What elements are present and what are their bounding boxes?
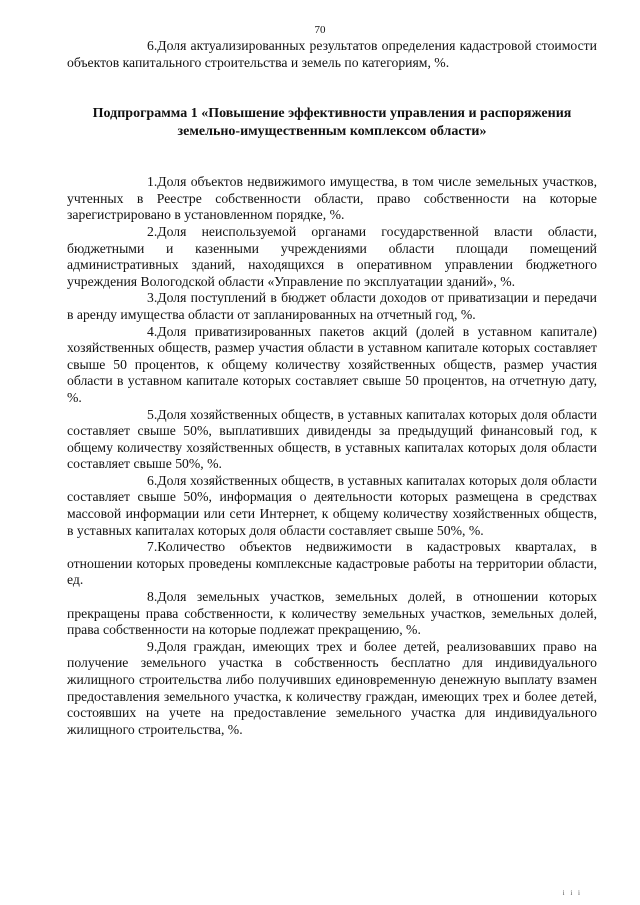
list-item — [67, 539, 597, 589]
item-number: 4. — [147, 323, 158, 339]
item-text: Доля граждан, имеющих трех и более детей, реализовавших право на получение земельного участка в собственность бесплатно для индивидуального жилищного строительства либо получивших единовременную денежную выплату взамен предоставления земельного участка, к количеству граждан, имеющих трех и более детей, состоявших на учете на предоставление земельного участка для индивидуального жилищного строительства, %. — [67, 638, 597, 737]
item-number: 7. — [147, 539, 158, 555]
item-text: Доля приватизированных пакетов акций (долей в уставном капитале) хозяйственных обществ, размер участия области в уставном капитале которых составляет свыше 50 процентов, к общему количеству хозяйственных обществ, размер участия области в уставном капитале которых составляет свыше 50 процентов, на отчетную дату, %. — [67, 323, 597, 405]
item-number: 5. — [147, 406, 158, 422]
list-item — [67, 407, 597, 473]
item-text: Доля актуализированных результатов определения кадастровой стоимости объектов капитального строительства и земель по категориям, %. — [67, 38, 597, 70]
item-number: 9. — [147, 638, 158, 654]
indicator-list — [67, 174, 597, 738]
item-text: Доля хозяйственных обществ, в уставных капиталах которых доля области составляет свыше 50%, выплативших дивиденды за предыдущий финансовый год, к общему количеству хозяйственных обществ, в уставных капиталах которых доля области составляет свыше 50%, %. — [67, 406, 597, 472]
document-body — [67, 38, 597, 738]
list-item — [67, 324, 597, 407]
item-text: Доля поступлений в бюджет области доходов от приватизации и передачи в аренду имущества области от запланированных на отчетный год, %. — [67, 290, 597, 322]
item-number: 6. — [147, 472, 158, 488]
scan-mark: i i i — [562, 889, 582, 897]
list-item — [67, 174, 597, 224]
item-text: Количество объектов недвижимости в кадастровых кварталах, в отношении которых проведены комплексные кадастровые работы на территории области, ед. — [67, 539, 597, 588]
item-number: 8. — [147, 589, 158, 605]
item-number: 6. — [147, 38, 158, 53]
item-number: 2. — [147, 223, 158, 239]
item-text: Доля земельных участков, земельных долей, в отношении которых прекращены права собственности, к количеству земельных участков, земельных долей, права собственности на которые подлежат прекращению, %. — [67, 589, 597, 638]
item-number: 3. — [147, 290, 158, 306]
item-text: Доля хозяйственных обществ, в уставных капиталах которых доля области составляет свыше 50%, информация о деятельности которых размещена в средствах массовой информации или сети Интернет, к общему количеству хозяйственных обществ, в уставных капиталах которых доля области составляет свыше 50%, %. — [67, 472, 597, 538]
item-text: Доля неиспользуемой органами государственной власти области, бюджетными и казенными учреждениями области площади помещений административных зданий, находящихся в оперативном управлении бюджетного учреждения Вологодской области «Управление по эксплуатации зданий», %. — [67, 223, 597, 289]
list-item — [67, 290, 597, 323]
list-item — [67, 224, 597, 290]
subprogram-heading: Подпрограмма 1 «Повышение эффективности управления и распоряжения земельно-имущественным комплексом области» — [92, 106, 572, 140]
item-text: Доля объектов недвижимого имущества, в том числе земельных участков, учтенных в Реестре собственности области, право собственности на которые зарегистрировано в установленном порядке, %. — [67, 174, 597, 223]
page-number: 70 — [314, 24, 326, 36]
intro-item — [67, 38, 597, 71]
list-item — [67, 589, 597, 639]
list-item — [67, 473, 597, 539]
item-number: 1. — [147, 174, 158, 190]
list-item — [67, 639, 597, 739]
